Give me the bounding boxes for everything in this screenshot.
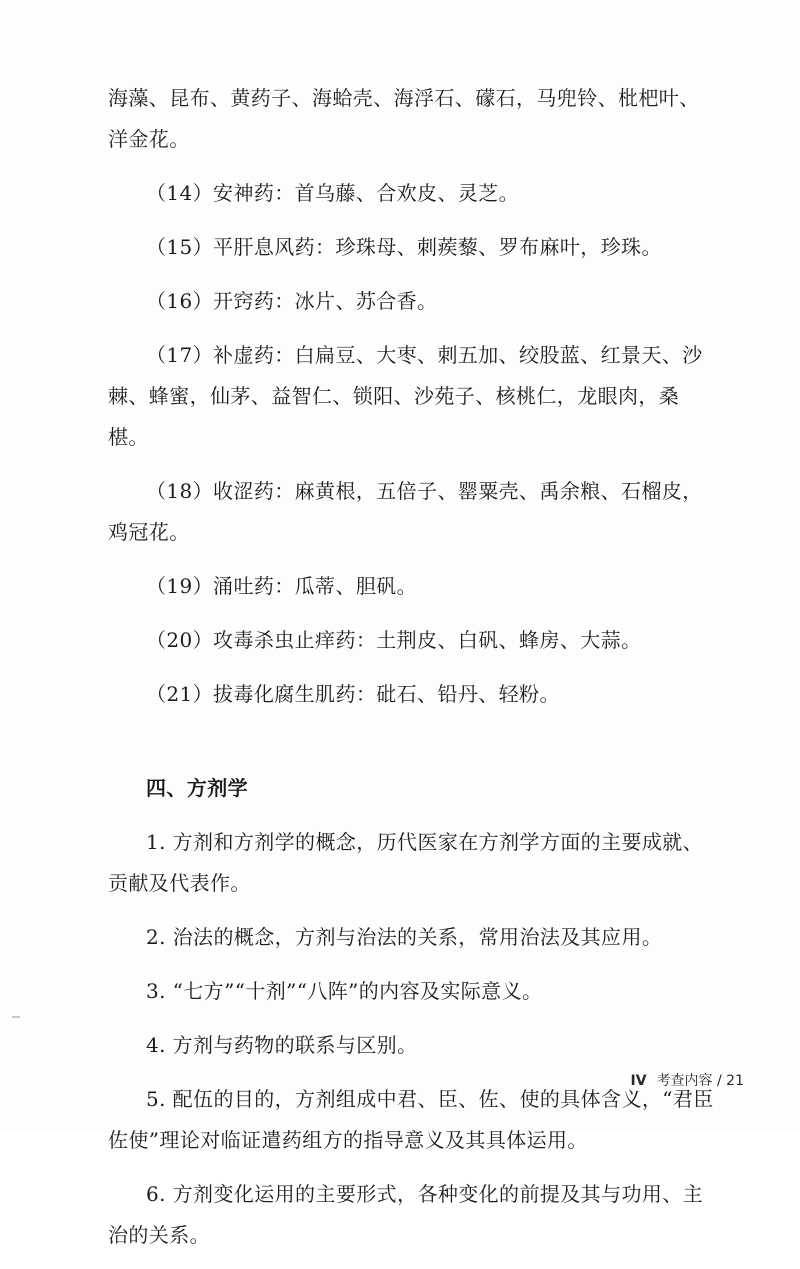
point-3: 3. “七方”“十剂”“八阵”的内容及实际意义。 (146, 979, 543, 1003)
list-item-16: （16）开窍药：冰片、苏合香。 (146, 289, 438, 313)
continued-paragraph: 海藻、昆布、黄药子、海蛤壳、海浮石、礞石，马兜铃、枇杷叶、洋金花。 (108, 86, 700, 151)
list-item-19: （19）涌吐药：瓜蒂、胆矾。 (146, 574, 418, 598)
footer-title-page: 考查内容 / 21 (656, 1073, 744, 1089)
list-item-14: （14）安神药：首乌藤、合欢皮、灵芝。 (146, 181, 520, 205)
body-text (108, 78, 716, 1269)
list-item-17: （17）补虚药：白扁豆、大枣、刺五加、绞股蓝、红景天、沙棘、蜂蜜，仙茅、益智仁、锁阳、沙苑子、核桃仁，龙眼肉，桑椹。 (108, 343, 703, 449)
section-heading: 四、方剂学 (146, 776, 248, 800)
point-2: 2. 治法的概念，方剂与治法的关系，常用治法及其应用。 (146, 925, 663, 949)
page-footer (631, 1070, 744, 1090)
chapter-number: IV (630, 1073, 647, 1089)
point-5: 5. 配伍的目的，方剂组成中君、臣、佐、使的具体含义，“君臣佐使”理论对临证遣药组方的指导意义及其具体运用。 (108, 1087, 714, 1152)
scan-mark (12, 1016, 20, 1018)
section-gap (108, 728, 716, 768)
point-4: 4. 方剂与药物的联系与区别。 (146, 1033, 418, 1057)
list-item-15: （15）平肝息风药：珍珠母、刺蒺藜、罗布麻叶，珍珠。 (146, 235, 662, 259)
point-1: 1. 方剂和方剂学的概念，历代医家在方剂学方面的主要成就、贡献及代表作。 (108, 830, 704, 895)
list-item-20: （20）攻毒杀虫止痒药：土荆皮、白矾、蜂房、大蒜。 (146, 628, 642, 652)
list-item-21: （21）拔毒化腐生肌药：砒石、铅丹、轻粉。 (146, 682, 560, 706)
point-6: 6. 方剂变化运用的主要形式，各种变化的前提及其与功用、主治的关系。 (108, 1182, 704, 1247)
list-item-18: （18）收涩药：麻黄根，五倍子、罂粟壳、禹余粮、石榴皮，鸡冠花。 (108, 479, 703, 544)
